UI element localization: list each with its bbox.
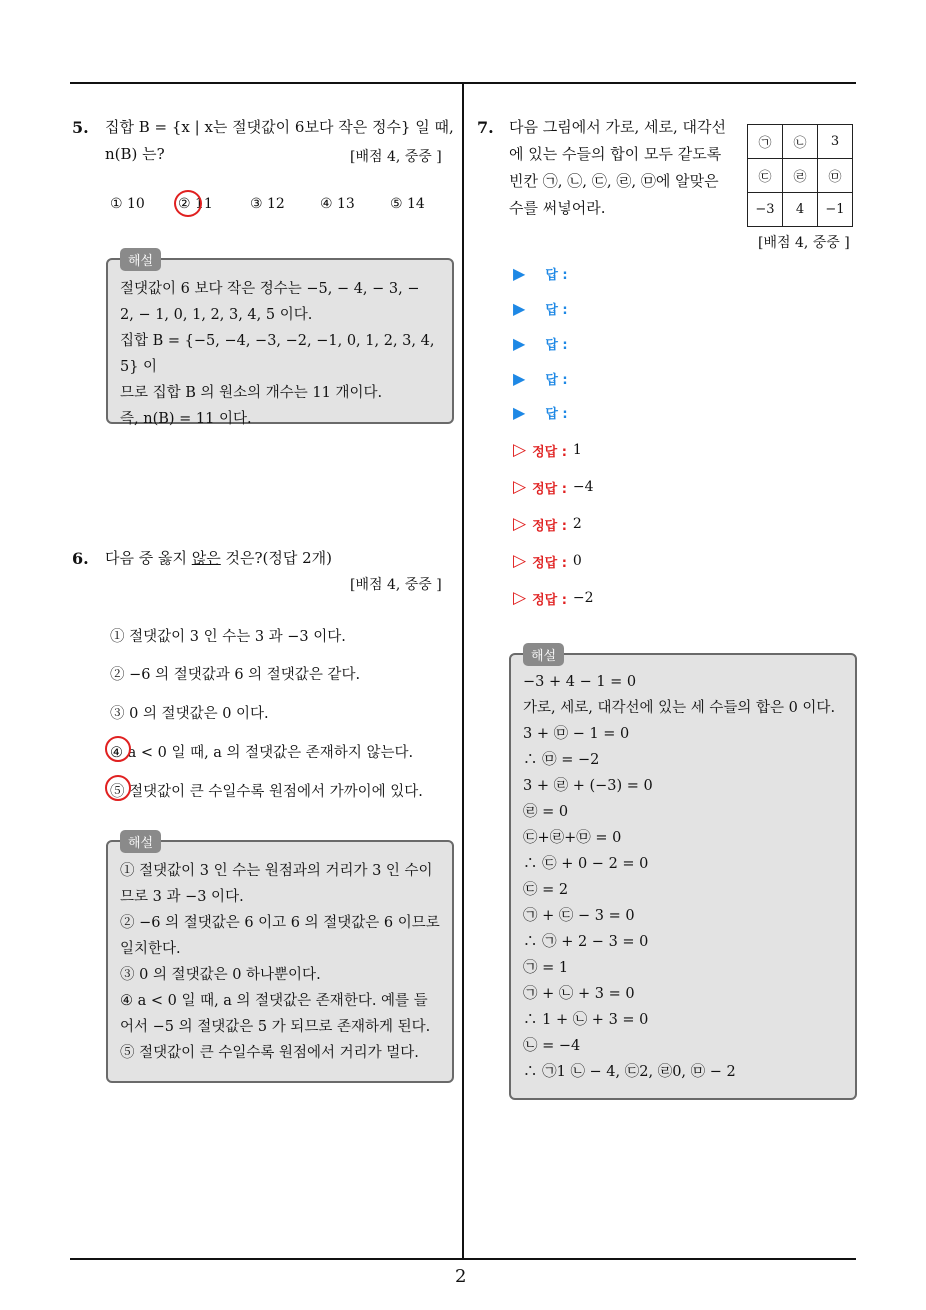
q6-meta: [배점 4, 중중 ] <box>350 577 442 593</box>
q6-solution-line: ① 절댓값이 3 인 수는 원점과의 거리가 3 인 수이 <box>120 863 433 879</box>
grid-cell: ㉢ <box>748 159 783 193</box>
red-outline-triangle-icon: ▷ <box>513 477 527 497</box>
page-number: 2 <box>455 1266 467 1287</box>
column-divider <box>462 82 464 1260</box>
q6-solution-line: ② −6 의 절댓값은 6 이고 6 의 절댓값은 6 이므로 <box>120 915 440 931</box>
q5-solution-line: 집합 B = {−5, −4, −3, −2, −1, 0, 1, 2, 3, 4, 5} 이 <box>120 333 435 375</box>
correct-label: 정답 : <box>532 444 567 460</box>
answer-label: 답 : <box>545 338 568 353</box>
q6-option-2[interactable]: ② −6 의 절댓값과 6 의 절댓값은 같다. <box>110 667 361 683</box>
q6-solution-line: ④ a < 0 일 때, a 의 절댓값은 존재한다. 예를 들 <box>120 993 428 1009</box>
q7-text <box>509 114 726 222</box>
q7-line: 에 있는 수들의 합이 모두 같도록 <box>509 145 722 163</box>
q5-solution-line: 즉, n(B) = 11 이다. <box>120 411 252 427</box>
correct-value: −2 <box>572 590 594 606</box>
q6-line1-pre: 다음 중 옳지 <box>105 549 192 567</box>
q6-option-1[interactable]: ① 절댓값이 3 인 수는 3 과 −3 이다. <box>110 629 346 645</box>
red-outline-triangle-icon: ▷ <box>513 514 527 534</box>
grid-cell: −3 <box>748 193 783 227</box>
q7-solution-line: ∴ ㉢ + 0 − 2 = 0 <box>523 856 649 872</box>
q7-solution-line: −3 + 4 − 1 = 0 <box>523 674 637 690</box>
grid-cell: −1 <box>818 193 853 227</box>
q5-line1: 집합 B = {x | x는 절댓값이 6보다 작은 정수} 일 때, <box>105 118 454 136</box>
q5-solution-line: 2, − 1, 0, 1, 2, 3, 4, 5 이다. <box>120 307 313 323</box>
bottom-rule <box>70 1258 856 1260</box>
q6-solution-line: 일치한다. <box>120 941 181 957</box>
correct-value: −4 <box>572 479 594 495</box>
q5-solution-box <box>106 254 454 427</box>
q6-solution-tag: 해설 <box>120 830 161 853</box>
q6-option-3[interactable]: ③ 0 의 절댓값은 0 이다. <box>110 706 269 722</box>
q7-number: 7. <box>477 118 494 137</box>
q7-solution-line: ㉠ + ㉡ + 3 = 0 <box>523 986 635 1002</box>
q5-number: 5. <box>72 118 89 137</box>
q5-answer-mark <box>174 190 202 217</box>
q7-solution-line: ㉢ = 2 <box>523 882 569 898</box>
q5-choice-5[interactable]: ⑤ 14 <box>390 196 425 212</box>
answer-label: 답 : <box>545 268 568 283</box>
q6-option-4[interactable]: ④ a < 0 일 때, a 의 절댓값은 존재하지 않는다. <box>110 745 414 761</box>
q6-solution-line: 므로 3 과 −3 이다. <box>120 889 244 905</box>
grid-cell: ㉤ <box>818 159 853 193</box>
q6-number: 6. <box>72 549 89 568</box>
correct-answer-row <box>513 440 582 460</box>
q6-solution-line: 어서 −5 의 절댓값은 5 가 되므로 존재하게 된다. <box>120 1019 431 1035</box>
q7-solution-line: ∴ ㉠ + 2 − 3 = 0 <box>523 934 649 950</box>
q6-answer-mark-5 <box>105 775 131 801</box>
correct-value: 1 <box>572 442 582 458</box>
q5-choice-3[interactable]: ③ 12 <box>250 196 285 212</box>
q5-solution-tag: 해설 <box>120 248 161 271</box>
q6-option-5[interactable]: ⑤ 절댓값이 큰 수일수록 원점에서 가까이에 있다. <box>110 784 423 800</box>
q7-solution-line: 가로, 세로, 대각선에 있는 세 수들의 합은 0 이다. <box>523 700 836 716</box>
grid-cell: 3 <box>818 125 853 159</box>
q6-line1-post: 것은?(정답 2개) <box>220 549 333 567</box>
red-outline-triangle-icon: ▷ <box>513 440 527 460</box>
q7-solution-line: 3 + ㉣ + (−3) = 0 <box>523 778 653 794</box>
correct-answer-row <box>513 588 594 608</box>
correct-value: 0 <box>572 553 582 569</box>
answer-row[interactable] <box>513 264 568 283</box>
q7-solution-line: ㉠ + ㉢ − 3 = 0 <box>523 908 635 924</box>
q7-solution-line: ㉠ = 1 <box>523 960 569 976</box>
blue-triangle-icon: ▶ <box>513 369 526 388</box>
correct-value: 2 <box>572 516 582 532</box>
correct-answer-row <box>513 551 582 571</box>
q7-line: 빈칸 ㉠, ㉡, ㉢, ㉣, ㉤에 알맞은 <box>509 172 719 190</box>
magic-square-grid <box>747 124 853 227</box>
answer-label: 답 : <box>545 303 568 318</box>
grid-cell: ㉣ <box>783 159 818 193</box>
red-outline-triangle-icon: ▷ <box>513 588 527 608</box>
q6-line1-underlined: 않은 <box>191 549 221 567</box>
q5-choice-1[interactable]: ① 10 <box>110 196 145 212</box>
q5-line2: n(B) 는? <box>105 145 165 163</box>
answer-row[interactable] <box>513 369 568 388</box>
q5-solution-line: 므로 집합 B 의 원소의 개수는 11 개이다. <box>120 385 383 401</box>
q7-solution-line: ∴ ㉤ = −2 <box>523 752 600 768</box>
q6-line1 <box>105 545 332 572</box>
q7-solution-line: ∴ ㉠1 ㉡ − 4, ㉢2, ㉣0, ㉤ − 2 <box>523 1064 736 1080</box>
q5-choice-4[interactable]: ④ 13 <box>320 196 355 212</box>
q7-solution-line: ㉣ = 0 <box>523 804 569 820</box>
q6-solution-box <box>106 836 454 1083</box>
q6-solution-line: ③ 0 의 절댓값은 0 하나뿐이다. <box>120 967 321 983</box>
q7-solution-line: ㉡ = −4 <box>523 1038 581 1054</box>
red-outline-triangle-icon: ▷ <box>513 551 527 571</box>
blue-triangle-icon: ▶ <box>513 403 526 422</box>
blue-triangle-icon: ▶ <box>513 334 526 353</box>
answer-label: 답 : <box>545 373 568 388</box>
answer-row[interactable] <box>513 299 568 318</box>
q5-choice-2[interactable]: ② 11 <box>178 196 213 212</box>
q6-answer-mark-4 <box>105 736 131 762</box>
correct-label: 정답 : <box>532 555 567 571</box>
q5-solution-line: 절댓값이 6 보다 작은 정수는 −5, − 4, − 3, − <box>120 281 420 297</box>
q7-solution-box <box>509 649 857 1100</box>
correct-label: 정답 : <box>532 518 567 534</box>
correct-answer-row <box>513 477 594 497</box>
q7-meta: [배점 4, 중중 ] <box>758 235 850 251</box>
q5-meta: [배점 4, 중중 ] <box>350 149 442 165</box>
blue-triangle-icon: ▶ <box>513 299 526 318</box>
grid-cell: 4 <box>783 193 818 227</box>
q6-solution-line: ⑤ 절댓값이 큰 수일수록 원점에서 거리가 멀다. <box>120 1045 419 1061</box>
q7-solution-tag: 해설 <box>523 643 564 666</box>
correct-answer-row <box>513 514 582 534</box>
grid-cell: ㉡ <box>783 125 818 159</box>
correct-label: 정답 : <box>532 592 567 608</box>
answer-row[interactable] <box>513 334 568 353</box>
blue-triangle-icon: ▶ <box>513 264 526 283</box>
q7-line: 다음 그림에서 가로, 세로, 대각선 <box>509 118 726 136</box>
q7-solution-line: ㉢+㉣+㉤ = 0 <box>523 830 622 846</box>
q7-line: 수를 써넣어라. <box>509 199 606 217</box>
correct-label: 정답 : <box>532 481 567 497</box>
q7-solution-line: ∴ 1 + ㉡ + 3 = 0 <box>523 1012 649 1028</box>
answer-label: 답 : <box>545 407 568 422</box>
answer-row[interactable] <box>513 403 568 422</box>
q7-solution-line: 3 + ㉤ − 1 = 0 <box>523 726 630 742</box>
grid-cell: ㉠ <box>748 125 783 159</box>
